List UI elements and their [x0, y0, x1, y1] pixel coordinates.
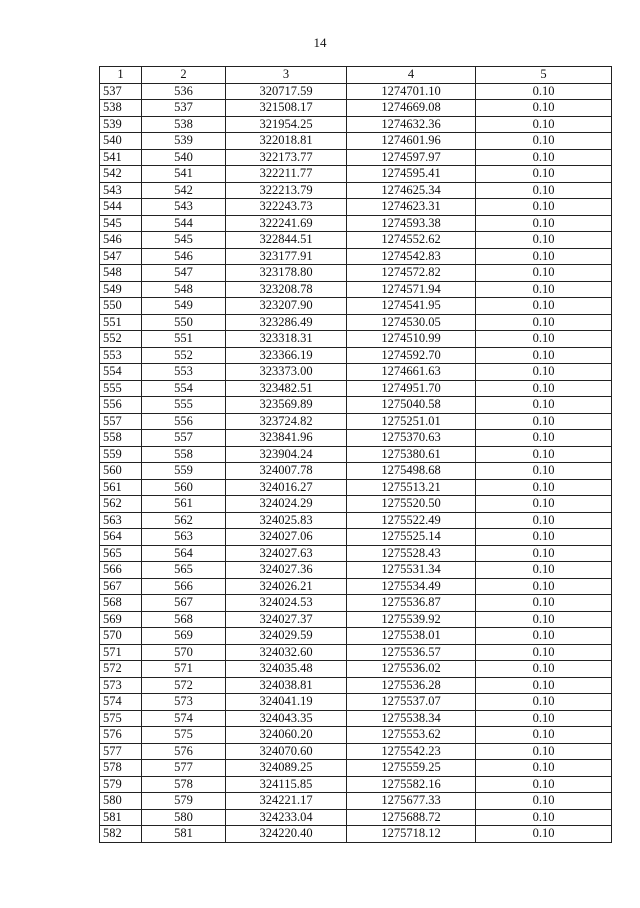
- value-cell: 0.10: [476, 793, 612, 810]
- x-coordinate-cell: 323724.82: [226, 413, 347, 430]
- x-coordinate-cell: 320717.59: [226, 83, 347, 100]
- table-row: [100, 529, 612, 546]
- row-number-cell: 542: [100, 166, 142, 183]
- point-cell: 537: [142, 100, 226, 117]
- row-number-cell: 545: [100, 215, 142, 232]
- table-row: [100, 100, 612, 117]
- value-cell: 0.10: [476, 116, 612, 133]
- x-coordinate-cell: 324233.04: [226, 809, 347, 826]
- x-coordinate-cell: 324221.17: [226, 793, 347, 810]
- x-coordinate-cell: 323569.89: [226, 397, 347, 414]
- y-coordinate-cell: 1275536.28: [347, 677, 476, 694]
- x-coordinate-cell: 322213.79: [226, 182, 347, 199]
- point-cell: 577: [142, 760, 226, 777]
- x-coordinate-cell: 324035.48: [226, 661, 347, 678]
- value-cell: 0.10: [476, 232, 612, 249]
- x-coordinate-cell: 323286.49: [226, 314, 347, 331]
- table-row: [100, 314, 612, 331]
- y-coordinate-cell: 1274951.70: [347, 380, 476, 397]
- value-cell: 0.10: [476, 413, 612, 430]
- row-number-cell: 581: [100, 809, 142, 826]
- row-number-cell: 568: [100, 595, 142, 612]
- value-cell: 0.10: [476, 347, 612, 364]
- point-cell: 564: [142, 545, 226, 562]
- value-cell: 0.10: [476, 380, 612, 397]
- point-cell: 546: [142, 248, 226, 265]
- coordinates-table: [99, 66, 612, 843]
- value-cell: 0.10: [476, 545, 612, 562]
- header-col-5: 5: [476, 67, 612, 84]
- y-coordinate-cell: 1275522.49: [347, 512, 476, 529]
- point-cell: 567: [142, 595, 226, 612]
- point-cell: 566: [142, 578, 226, 595]
- table-row: [100, 331, 612, 348]
- point-cell: 538: [142, 116, 226, 133]
- value-cell: 0.10: [476, 677, 612, 694]
- x-coordinate-cell: 324220.40: [226, 826, 347, 843]
- value-cell: 0.10: [476, 248, 612, 265]
- value-cell: 0.10: [476, 496, 612, 513]
- y-coordinate-cell: 1275538.01: [347, 628, 476, 645]
- row-number-cell: 541: [100, 149, 142, 166]
- table-row: [100, 628, 612, 645]
- table-row: [100, 215, 612, 232]
- table-row: [100, 512, 612, 529]
- x-coordinate-cell: 323318.31: [226, 331, 347, 348]
- value-cell: 0.10: [476, 727, 612, 744]
- point-cell: 579: [142, 793, 226, 810]
- value-cell: 0.10: [476, 83, 612, 100]
- table-row: [100, 149, 612, 166]
- table-row: [100, 694, 612, 711]
- x-coordinate-cell: 324027.63: [226, 545, 347, 562]
- point-cell: 575: [142, 727, 226, 744]
- header-col-3: 3: [226, 67, 347, 84]
- value-cell: 0.10: [476, 628, 612, 645]
- row-number-cell: 564: [100, 529, 142, 546]
- x-coordinate-cell: 322211.77: [226, 166, 347, 183]
- x-coordinate-cell: 324027.36: [226, 562, 347, 579]
- point-cell: 568: [142, 611, 226, 628]
- point-cell: 572: [142, 677, 226, 694]
- table-row: [100, 793, 612, 810]
- point-cell: 547: [142, 265, 226, 282]
- point-cell: 554: [142, 380, 226, 397]
- table-row: [100, 776, 612, 793]
- y-coordinate-cell: 1274669.08: [347, 100, 476, 117]
- table-row: [100, 413, 612, 430]
- table-row: [100, 644, 612, 661]
- table-row: [100, 347, 612, 364]
- y-coordinate-cell: 1274542.83: [347, 248, 476, 265]
- row-number-cell: 560: [100, 463, 142, 480]
- row-number-cell: 543: [100, 182, 142, 199]
- row-number-cell: 574: [100, 694, 142, 711]
- y-coordinate-cell: 1274593.38: [347, 215, 476, 232]
- y-coordinate-cell: 1275513.21: [347, 479, 476, 496]
- value-cell: 0.10: [476, 578, 612, 595]
- y-coordinate-cell: 1274541.95: [347, 298, 476, 315]
- row-number-cell: 550: [100, 298, 142, 315]
- row-number-cell: 555: [100, 380, 142, 397]
- point-cell: 545: [142, 232, 226, 249]
- x-coordinate-cell: 322018.81: [226, 133, 347, 150]
- table-row: [100, 83, 612, 100]
- y-coordinate-cell: 1275537.07: [347, 694, 476, 711]
- table-row: [100, 463, 612, 480]
- row-number-cell: 546: [100, 232, 142, 249]
- table-row: [100, 232, 612, 249]
- x-coordinate-cell: 323482.51: [226, 380, 347, 397]
- row-number-cell: 553: [100, 347, 142, 364]
- y-coordinate-cell: 1275539.92: [347, 611, 476, 628]
- x-coordinate-cell: 322243.73: [226, 199, 347, 216]
- y-coordinate-cell: 1274572.82: [347, 265, 476, 282]
- header-col-1: 1: [100, 67, 142, 84]
- point-cell: 555: [142, 397, 226, 414]
- y-coordinate-cell: 1275538.34: [347, 710, 476, 727]
- x-coordinate-cell: 324089.25: [226, 760, 347, 777]
- point-cell: 562: [142, 512, 226, 529]
- y-coordinate-cell: 1275498.68: [347, 463, 476, 480]
- value-cell: 0.10: [476, 743, 612, 760]
- value-cell: 0.10: [476, 331, 612, 348]
- row-number-cell: 561: [100, 479, 142, 496]
- value-cell: 0.10: [476, 182, 612, 199]
- x-coordinate-cell: 321954.25: [226, 116, 347, 133]
- row-number-cell: 544: [100, 199, 142, 216]
- y-coordinate-cell: 1274530.05: [347, 314, 476, 331]
- y-coordinate-cell: 1274597.97: [347, 149, 476, 166]
- row-number-cell: 559: [100, 446, 142, 463]
- table-row: [100, 281, 612, 298]
- value-cell: 0.10: [476, 397, 612, 414]
- table-row: [100, 611, 612, 628]
- x-coordinate-cell: 322241.69: [226, 215, 347, 232]
- y-coordinate-cell: 1275677.33: [347, 793, 476, 810]
- value-cell: 0.10: [476, 430, 612, 447]
- x-coordinate-cell: 323207.90: [226, 298, 347, 315]
- x-coordinate-cell: 323904.24: [226, 446, 347, 463]
- point-cell: 549: [142, 298, 226, 315]
- row-number-cell: 554: [100, 364, 142, 381]
- y-coordinate-cell: 1275536.02: [347, 661, 476, 678]
- point-cell: 581: [142, 826, 226, 843]
- x-coordinate-cell: 324115.85: [226, 776, 347, 793]
- table-row: [100, 380, 612, 397]
- row-number-cell: 570: [100, 628, 142, 645]
- value-cell: 0.10: [476, 710, 612, 727]
- value-cell: 0.10: [476, 694, 612, 711]
- table-row: [100, 446, 612, 463]
- value-cell: 0.10: [476, 562, 612, 579]
- value-cell: 0.10: [476, 215, 612, 232]
- table-row: [100, 826, 612, 843]
- value-cell: 0.10: [476, 644, 612, 661]
- x-coordinate-cell: 324041.19: [226, 694, 347, 711]
- row-number-cell: 569: [100, 611, 142, 628]
- row-number-cell: 556: [100, 397, 142, 414]
- value-cell: 0.10: [476, 479, 612, 496]
- x-coordinate-cell: 323841.96: [226, 430, 347, 447]
- table-row: [100, 397, 612, 414]
- table-body: [100, 83, 612, 842]
- x-coordinate-cell: 324027.37: [226, 611, 347, 628]
- x-coordinate-cell: 324007.78: [226, 463, 347, 480]
- x-coordinate-cell: 324024.29: [226, 496, 347, 513]
- value-cell: 0.10: [476, 298, 612, 315]
- point-cell: 550: [142, 314, 226, 331]
- value-cell: 0.10: [476, 166, 612, 183]
- table-row: [100, 248, 612, 265]
- row-number-cell: 576: [100, 727, 142, 744]
- table-row: [100, 298, 612, 315]
- y-coordinate-cell: 1275582.16: [347, 776, 476, 793]
- y-coordinate-cell: 1275688.72: [347, 809, 476, 826]
- y-coordinate-cell: 1274661.63: [347, 364, 476, 381]
- table-row: [100, 265, 612, 282]
- x-coordinate-cell: 324029.59: [226, 628, 347, 645]
- value-cell: 0.10: [476, 809, 612, 826]
- point-cell: 556: [142, 413, 226, 430]
- y-coordinate-cell: 1275534.49: [347, 578, 476, 595]
- x-coordinate-cell: 323208.78: [226, 281, 347, 298]
- x-coordinate-cell: 324060.20: [226, 727, 347, 744]
- y-coordinate-cell: 1275525.14: [347, 529, 476, 546]
- point-cell: 548: [142, 281, 226, 298]
- point-cell: 563: [142, 529, 226, 546]
- y-coordinate-cell: 1275370.63: [347, 430, 476, 447]
- table-row: [100, 743, 612, 760]
- point-cell: 576: [142, 743, 226, 760]
- y-coordinate-cell: 1275531.34: [347, 562, 476, 579]
- value-cell: 0.10: [476, 826, 612, 843]
- y-coordinate-cell: 1275528.43: [347, 545, 476, 562]
- value-cell: 0.10: [476, 463, 612, 480]
- table-row: [100, 809, 612, 826]
- x-coordinate-cell: 322844.51: [226, 232, 347, 249]
- y-coordinate-cell: 1275536.87: [347, 595, 476, 612]
- row-number-cell: 557: [100, 413, 142, 430]
- row-number-cell: 558: [100, 430, 142, 447]
- table-row: [100, 545, 612, 562]
- point-cell: 580: [142, 809, 226, 826]
- value-cell: 0.10: [476, 529, 612, 546]
- value-cell: 0.10: [476, 149, 612, 166]
- row-number-cell: 579: [100, 776, 142, 793]
- row-number-cell: 575: [100, 710, 142, 727]
- point-cell: 540: [142, 149, 226, 166]
- point-cell: 578: [142, 776, 226, 793]
- table-row: [100, 116, 612, 133]
- value-cell: 0.10: [476, 611, 612, 628]
- point-cell: 543: [142, 199, 226, 216]
- table-row: [100, 677, 612, 694]
- x-coordinate-cell: 324026.21: [226, 578, 347, 595]
- value-cell: 0.10: [476, 760, 612, 777]
- x-coordinate-cell: 324025.83: [226, 512, 347, 529]
- y-coordinate-cell: 1275380.61: [347, 446, 476, 463]
- point-cell: 553: [142, 364, 226, 381]
- y-coordinate-cell: 1275251.01: [347, 413, 476, 430]
- table-row: [100, 496, 612, 513]
- x-coordinate-cell: 322173.77: [226, 149, 347, 166]
- row-number-cell: 572: [100, 661, 142, 678]
- point-cell: 569: [142, 628, 226, 645]
- value-cell: 0.10: [476, 661, 612, 678]
- point-cell: 571: [142, 661, 226, 678]
- row-number-cell: 577: [100, 743, 142, 760]
- header-row: [100, 67, 612, 84]
- header-col-2: 2: [142, 67, 226, 84]
- x-coordinate-cell: 323373.00: [226, 364, 347, 381]
- header-col-4: 4: [347, 67, 476, 84]
- table-row: [100, 661, 612, 678]
- row-number-cell: 551: [100, 314, 142, 331]
- y-coordinate-cell: 1274552.62: [347, 232, 476, 249]
- table-row: [100, 133, 612, 150]
- row-number-cell: 552: [100, 331, 142, 348]
- x-coordinate-cell: 324024.53: [226, 595, 347, 612]
- table-row: [100, 166, 612, 183]
- y-coordinate-cell: 1275553.62: [347, 727, 476, 744]
- x-coordinate-cell: 324016.27: [226, 479, 347, 496]
- x-coordinate-cell: 324043.35: [226, 710, 347, 727]
- row-number-cell: 540: [100, 133, 142, 150]
- table-row: [100, 710, 612, 727]
- point-cell: 561: [142, 496, 226, 513]
- value-cell: 0.10: [476, 199, 612, 216]
- row-number-cell: 539: [100, 116, 142, 133]
- table-row: [100, 760, 612, 777]
- y-coordinate-cell: 1274623.31: [347, 199, 476, 216]
- row-number-cell: 573: [100, 677, 142, 694]
- x-coordinate-cell: 324070.60: [226, 743, 347, 760]
- y-coordinate-cell: 1275559.25: [347, 760, 476, 777]
- table-row: [100, 727, 612, 744]
- y-coordinate-cell: 1275520.50: [347, 496, 476, 513]
- x-coordinate-cell: 323366.19: [226, 347, 347, 364]
- table-row: [100, 595, 612, 612]
- row-number-cell: 571: [100, 644, 142, 661]
- row-number-cell: 566: [100, 562, 142, 579]
- y-coordinate-cell: 1274625.34: [347, 182, 476, 199]
- point-cell: 542: [142, 182, 226, 199]
- point-cell: 541: [142, 166, 226, 183]
- row-number-cell: 548: [100, 265, 142, 282]
- row-number-cell: 537: [100, 83, 142, 100]
- y-coordinate-cell: 1275040.58: [347, 397, 476, 414]
- table-row: [100, 479, 612, 496]
- row-number-cell: 580: [100, 793, 142, 810]
- value-cell: 0.10: [476, 133, 612, 150]
- value-cell: 0.10: [476, 314, 612, 331]
- value-cell: 0.10: [476, 281, 612, 298]
- point-cell: 551: [142, 331, 226, 348]
- x-coordinate-cell: 323177.91: [226, 248, 347, 265]
- x-coordinate-cell: 321508.17: [226, 100, 347, 117]
- table-header: [100, 67, 612, 84]
- y-coordinate-cell: 1275536.57: [347, 644, 476, 661]
- x-coordinate-cell: 324027.06: [226, 529, 347, 546]
- point-cell: 560: [142, 479, 226, 496]
- value-cell: 0.10: [476, 446, 612, 463]
- point-cell: 557: [142, 430, 226, 447]
- point-cell: 558: [142, 446, 226, 463]
- y-coordinate-cell: 1274571.94: [347, 281, 476, 298]
- point-cell: 570: [142, 644, 226, 661]
- row-number-cell: 582: [100, 826, 142, 843]
- row-number-cell: 549: [100, 281, 142, 298]
- table-row: [100, 562, 612, 579]
- point-cell: 565: [142, 562, 226, 579]
- table-row: [100, 199, 612, 216]
- row-number-cell: 547: [100, 248, 142, 265]
- y-coordinate-cell: 1274510.99: [347, 331, 476, 348]
- value-cell: 0.10: [476, 364, 612, 381]
- value-cell: 0.10: [476, 512, 612, 529]
- point-cell: 552: [142, 347, 226, 364]
- table-row: [100, 578, 612, 595]
- row-number-cell: 567: [100, 578, 142, 595]
- x-coordinate-cell: 323178.80: [226, 265, 347, 282]
- point-cell: 539: [142, 133, 226, 150]
- point-cell: 574: [142, 710, 226, 727]
- value-cell: 0.10: [476, 595, 612, 612]
- page-number: 14: [313, 35, 327, 50]
- row-number-cell: 565: [100, 545, 142, 562]
- point-cell: 544: [142, 215, 226, 232]
- value-cell: 0.10: [476, 100, 612, 117]
- table-row: [100, 182, 612, 199]
- point-cell: 536: [142, 83, 226, 100]
- row-number-cell: 578: [100, 760, 142, 777]
- value-cell: 0.10: [476, 776, 612, 793]
- row-number-cell: 563: [100, 512, 142, 529]
- y-coordinate-cell: 1274632.36: [347, 116, 476, 133]
- value-cell: 0.10: [476, 265, 612, 282]
- table-row: [100, 430, 612, 447]
- y-coordinate-cell: 1275542.23: [347, 743, 476, 760]
- row-number-cell: 562: [100, 496, 142, 513]
- y-coordinate-cell: 1274595.41: [347, 166, 476, 183]
- x-coordinate-cell: 324032.60: [226, 644, 347, 661]
- y-coordinate-cell: 1274601.96: [347, 133, 476, 150]
- point-cell: 573: [142, 694, 226, 711]
- table-row: [100, 364, 612, 381]
- point-cell: 559: [142, 463, 226, 480]
- y-coordinate-cell: 1275718.12: [347, 826, 476, 843]
- y-coordinate-cell: 1274592.70: [347, 347, 476, 364]
- x-coordinate-cell: 324038.81: [226, 677, 347, 694]
- row-number-cell: 538: [100, 100, 142, 117]
- y-coordinate-cell: 1274701.10: [347, 83, 476, 100]
